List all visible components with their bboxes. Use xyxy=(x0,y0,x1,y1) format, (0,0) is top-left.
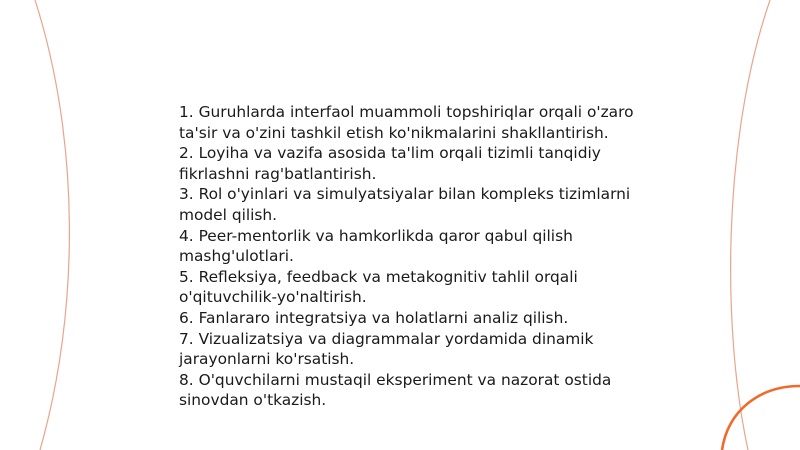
bottom-right-orange-arc xyxy=(722,386,800,450)
list-item-8: 8. O'quvchilarni mustaqil eksperiment va nazorat ostida sinovdan o'tkazish. xyxy=(179,370,612,410)
list-item-2: 2. Loyiha va vazifa asosida ta'lim orqali tizimli tanqidiy fikrlashni rag'batlantirish. xyxy=(179,144,601,183)
list-item-1: 1. Guruhlarda interfaol muammoli topshiriqlar orqali o'zaro ta'sir va o'zini tashkil etish ko'nikmalarini shakllantirish. xyxy=(179,103,634,142)
list-item-5: 5. Refleksiya, feedback va metakognitiv tahlil orqali o'qituvchilik-yo'naltirish. xyxy=(179,267,578,307)
left-thin-arc xyxy=(35,0,69,450)
list-item-7: 7. Vizualizatsiya va diagrammalar yordamida dinamik jarayonlarni ko'rsatish. xyxy=(179,329,594,369)
list-item-3: 3. Rol o'yinlari va simulyatsiyalar bilan kompleks tizimlarni model qilish. xyxy=(179,185,631,224)
list-item-6: 6. Fanlararo integratsiya va holatlarni analiz qilish. xyxy=(179,308,569,327)
numbered-list xyxy=(179,102,649,411)
right-thin-arc xyxy=(731,0,770,450)
list-item-4: 4. Peer-mentorlik va hamkorlikda qaror qabul qilish mashg'ulotlari. xyxy=(179,226,573,266)
